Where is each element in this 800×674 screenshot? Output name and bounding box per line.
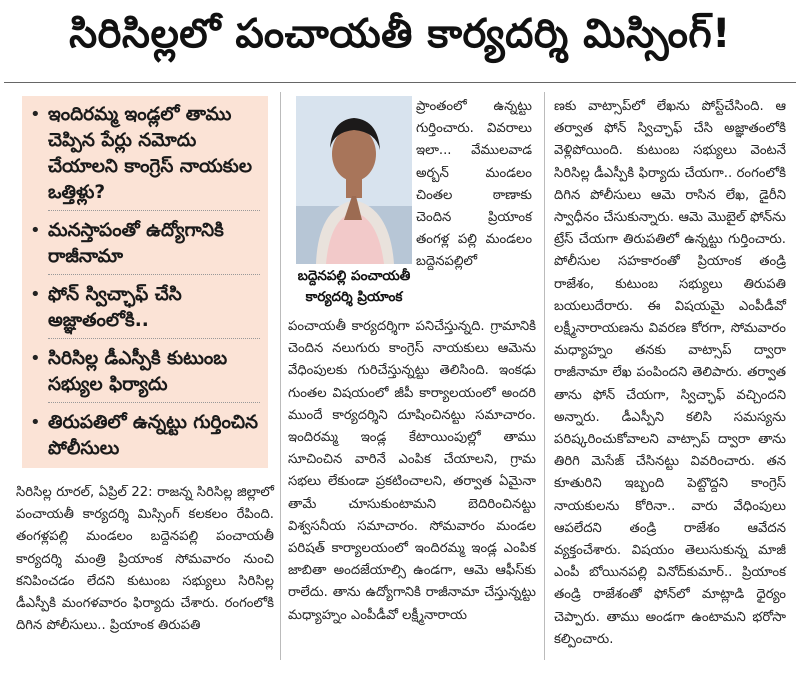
highlight-item <box>30 282 260 334</box>
highlight-item <box>30 346 260 398</box>
highlight-text: సిరిసిల్ల డీఎస్పీకి కుటుంబ సభ్యుల ఫిర్యాదు <box>48 348 228 395</box>
column-divider <box>280 92 281 660</box>
article-text: ణకు వాట్సాప్‌లో లేఖను పోస్ట్‌చేసింది. ఆ తర్వాత ఫోన్ స్విచ్ఛాఫ్ చేసి అజ్ఞాతంలోకి వెళ్లిపోయింది. కుటుంబ సభ్యులు వెంటనే సిరిసిల్ల డీఎస్పీకి ఫిర్యాదు చేయగా.. రంగంలోకి దిగిన పోలీసులు ఆమె రాసిన లేఖ, డైరీని స్వాధీనం చేసుకున్నారు. ఆమె మొబైల్ ఫోన్‌ను ట్రేస్ చేయగా తిరుపతిలో ఉన్నట్టు గుర్తించారు. పోలీసుల సహకారంతో ప్రియాంక తండ్రి రాజేశం, కుటుంబ సభ్యులు తిరుపతి బయలుదేరారు. ఈ విషయమై ఎంపీడీవో లక్ష్మీనారాయణను వివరణ కోరగా, సోమవారం మధ్యాహ్నం తనకు వాట్సాప్ ద్వారా రాజీనామా లేఖ పంపిందని తెలిపారు. తర్వాత తాను ఫోన్ చేయగా, స్విచ్ఛాఫ్ వచ్చిందని అన్నారు. డీఎస్పీని కలిసి సమస్యను పరిష్కరించుకోవాలని వాట్సాప్ ద్వారా తాను తిరిగి మెసేజ్ చేసినట్టు వివరించారు. తన కూతురిని ఇబ్బంది పెట్టొద్దని కాంగ్రెస్ నాయకులను కోరినా.. వారు వేధింపులు ఆపలేదని తండ్రి రాజేశం ఆవేదన వ్యక్తంచేశారు. విషయం తెలుసుకున్న మాజీ ఎంపీ బోయినపల్లి వినోద్‌కుమార్.. ప్రియాంక తండ్రి రాజేశంతో ఫోన్‌లో మాట్లాడి ధైర్యం చెప్పారు. తాము అండగా ఉంటామని భరోసా కల్పించారు. <box>554 99 786 647</box>
article-column-right <box>554 96 786 651</box>
highlight-text: ఫోన్ స్విచ్ఛాఫ్ చేసి అజ్ఞాతంలోకి.. <box>48 284 182 331</box>
bullet-icon: • <box>30 104 41 125</box>
article-text: సిరిసిల్ల రూరల్, ఏప్రిల్ 22: రాజన్న సిరిసిల్ల జిల్లాలో పంచాయతీ కార్యదర్శి మిస్సింగ్ కలకలం రేపింది. తంగళ్లపల్లి మండలం బద్దెనపల్లి పంచాయతీ కార్యదర్శి మంత్రి ప్రియాంక సోమవారం నుంచి కనిపించడం లేదని కుటుంబ సభ్యులు సిరిసిల్ల డీఎస్పీకి మంగళవారం ఫిర్యాదు చేశారు. రంగంలోకి దిగిన పోలీసులు.. ప్రియాంక తిరుపతి <box>16 485 274 634</box>
highlight-text: మనస్తాపంతో ఉద్యోగానికి రాజీనామా <box>48 220 224 267</box>
column-divider <box>544 92 545 660</box>
article-column-mid <box>288 316 536 627</box>
highlights-box <box>22 96 268 468</box>
highlight-text: తిరుపతిలో ఉన్నట్టు గుర్తించిన పోలీసులు <box>48 412 258 459</box>
highlight-divider <box>48 338 260 340</box>
highlight-item <box>30 102 260 206</box>
bullet-icon: • <box>30 412 41 433</box>
bullet-icon: • <box>30 220 41 241</box>
headline-rule <box>4 82 796 83</box>
person-portrait-icon <box>296 96 412 264</box>
highlight-divider <box>48 210 260 212</box>
article-text: ప్రాంతంలో ఉన్నట్టు గుర్తించారు. వివరాలు ఇలా... వేములవాడ అర్బన్ మండలం చింతల ఠాణాకు చెందిన ప్రియాంక తంగళ్ల పల్లి మండలం బద్దెనపల్లిలో <box>416 99 532 270</box>
highlight-item <box>30 218 260 270</box>
article-text: పంచాయతీ కార్యదర్శిగా పనిచేస్తున్నది. గ్రామానికి చెందిన నలుగురు కాంగ్రెస్ నాయకులు ఆమెను వేధింపులకు గురిచేస్తున్నట్టు తెలిసింది. ఇంకఢు గుంతల విషయంలో జీపీ కార్యాలయంలో అందరి ముందే కార్యదర్శిని దూషించినట్టు సమాచారం. ఇందిరమ్మ ఇండ్ల కేటాయింపుల్లో తాము సూచించిన వారినే ఎంపిక చేయాలని, గ్రామ సభలు లేకుండా ప్రకటించాలని, తర్వాత ఏమైనా తామే చూసుకుంటామని బెదిరించినట్టు విశ్వసనీయ సమాచారం. సోమవారం మండల పరిషత్ కార్యాలయంలో ఇందిరమ్మ ఇండ్ల ఎంపిక జాబితా అందజేయాల్సి ఉండగా, ఆమె ఆఫీస్‌కు రాలేదు. తాను ఉద్యోగానికి రాజీనామా చేస్తున్నట్టు మధ్యాహ్నం ఎంపీడీవో లక్ష్మీనారాయ <box>288 319 536 623</box>
article-column-left <box>16 482 274 637</box>
bullet-icon: • <box>30 284 41 305</box>
highlight-text: ఇందిరమ్మ ఇండ్లలో తాము చెప్పిన పేర్లు నమోదు చేయాలని కాంగ్రెస్ నాయకుల ఒత్తిళ్లు? <box>48 104 252 203</box>
highlight-item <box>30 410 260 462</box>
article-column-mid-top <box>416 96 532 274</box>
portrait-photo <box>296 96 412 264</box>
bullet-icon: • <box>30 348 41 369</box>
photo-caption: బద్దెనపల్లి పంచాయతీ కార్యదర్శి ప్రియాంక <box>297 268 411 305</box>
highlight-divider <box>48 274 260 276</box>
headline: సిరిసిల్లలో పంచాయతీ కార్యదర్శి మిస్సింగ్! <box>69 11 731 57</box>
highlight-divider <box>48 402 260 404</box>
